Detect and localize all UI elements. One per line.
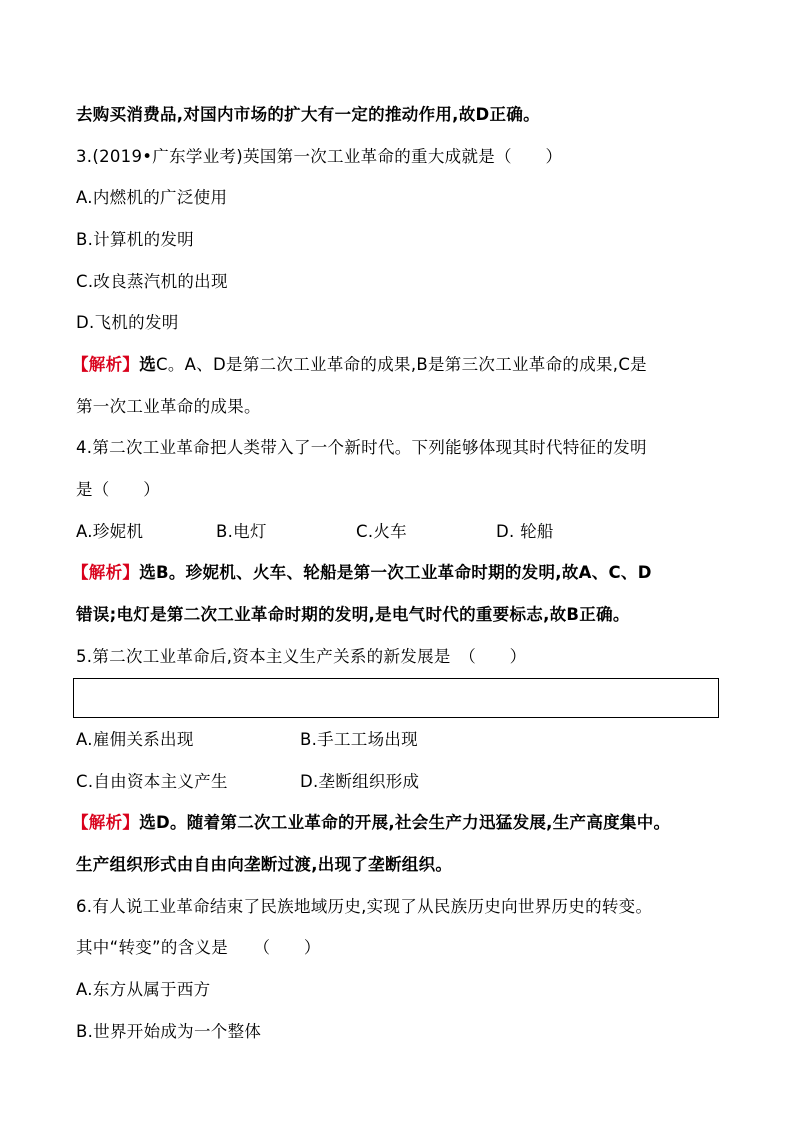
question-6-option-a: A.东方从属于西方 bbox=[76, 980, 211, 999]
analysis-text: 选B。珍妮机、火车、轮船是第一次工业革命时期的发明,故A、C、D bbox=[139, 563, 652, 582]
question-6-stem-line-1: 6.有人说工业革命结束了民族地域历史,实现了从民族历史向世界历史的转变。 bbox=[76, 897, 653, 916]
analysis-text: 选D。随着第二次工业革命的开展,社会生产力迅猛发展,生产高度集中。 bbox=[139, 813, 671, 832]
question-5-stem: 5.第二次工业革命后,资本主义生产关系的新发展是 （ ） bbox=[76, 647, 527, 666]
question-4-option-d: D. 轮船 bbox=[496, 522, 554, 541]
question-5-options-row-2 bbox=[76, 771, 716, 793]
question-4-option-a: A.珍妮机 bbox=[76, 522, 144, 541]
analysis-text: C。A、D是第二次工业革命的成果,B是第三次工业革命的成果,C是 bbox=[156, 355, 647, 374]
question-3-analysis-line-1 bbox=[72, 354, 647, 376]
question-3-analysis-line-2: 第一次工业革命的成果。 bbox=[76, 397, 261, 416]
question-3-stem: 3.(2019•广东学业考)英国第一次工业革命的重大成就是（ ） bbox=[76, 147, 563, 166]
question-4-stem-line-1: 4.第二次工业革命把人类带入了一个新时代。下列能够体现其时代特征的发明 bbox=[76, 438, 647, 457]
question-4-options bbox=[76, 521, 716, 543]
question-3-option-a: A.内燃机的广泛使用 bbox=[76, 188, 228, 207]
question-4-analysis-line-1 bbox=[72, 562, 652, 584]
analysis-tag: 【解析】 bbox=[72, 355, 140, 374]
question-3-option-d: D.飞机的发明 bbox=[76, 313, 179, 332]
question-6-option-b: B.世界开始成为一个整体 bbox=[76, 1022, 262, 1041]
question-5-option-b: B.手工工场出现 bbox=[300, 730, 418, 749]
question-5-analysis-line-2: 生产组织形式由自由向垄断过渡,出现了垄断组织。 bbox=[76, 855, 453, 874]
question-4-option-c: C.火车 bbox=[356, 522, 407, 541]
question-3-option-c: C.改良蒸汽机的出现 bbox=[76, 272, 228, 291]
question-5-analysis-line-1 bbox=[72, 812, 670, 834]
question-4-stem-line-2: 是（ ） bbox=[76, 480, 160, 499]
question-4-analysis-line-2: 错误;电灯是第二次工业革命时期的发明,是电气时代的重要标志,故B正确。 bbox=[76, 605, 630, 624]
question-6-stem-line-2: 其中“转变”的含义是 （ ） bbox=[76, 938, 321, 957]
analysis-tag: 【解析】 bbox=[72, 813, 140, 832]
question-4-option-b: B.电灯 bbox=[216, 522, 267, 541]
question-5-options-row-1 bbox=[76, 729, 716, 751]
answer-pick: 选 bbox=[139, 355, 157, 374]
answer-box bbox=[73, 678, 719, 718]
question-5-option-d: D.垄断组织形成 bbox=[300, 772, 420, 791]
question-5-option-a: A.雇佣关系出现 bbox=[76, 730, 194, 749]
continuation-paragraph: 去购买消费品,对国内市场的扩大有一定的推动作用,故D正确。 bbox=[76, 105, 540, 124]
question-5-option-c: C.自由资本主义产生 bbox=[76, 772, 228, 791]
analysis-tag: 【解析】 bbox=[72, 563, 140, 582]
question-3-option-b: B.计算机的发明 bbox=[76, 230, 194, 249]
